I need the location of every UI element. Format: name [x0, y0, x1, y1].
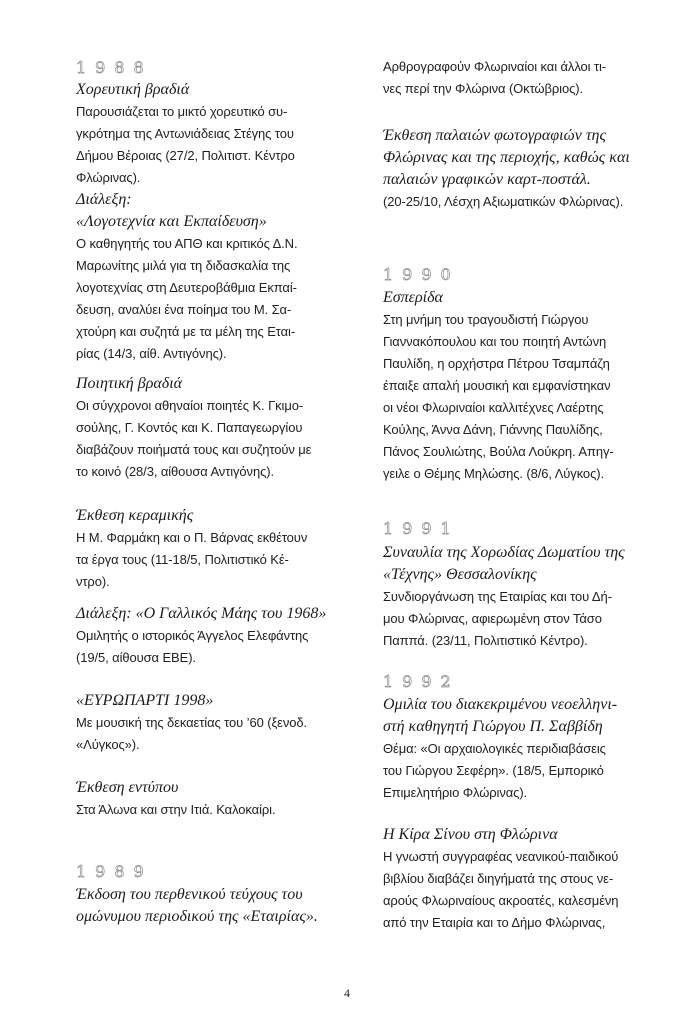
- text-line: «Λύγκος»).: [76, 737, 140, 752]
- entry-title: [76, 79, 359, 101]
- entry-body: [76, 527, 359, 593]
- entry-title: [383, 542, 666, 586]
- entry-ceramics-exhibition: [76, 505, 359, 593]
- entry-memorial-evening: [383, 287, 666, 485]
- text-line: Επιμελητήριο Φλώρινας).: [383, 785, 528, 800]
- text-line: Η Κίρα Σίνου στη Φλώρινα: [383, 826, 558, 843]
- text-line: Έκθεση εντύπου: [76, 779, 179, 796]
- page-number: 4: [344, 986, 350, 1000]
- entry-photo-exhibition: [383, 125, 666, 213]
- entry-body: [76, 233, 359, 365]
- text-line: Αρθρογραφούν Φλωριναίοι και άλλοι τι-: [383, 59, 607, 74]
- text-line: ρίας (14/3, αίθ. Αντιγόνης).: [76, 346, 227, 361]
- entry-body: [76, 799, 359, 821]
- entry-lecture-literature: [76, 189, 359, 365]
- text-line: χτούρη και συζητά με τα μέλη της Εται-: [76, 324, 296, 339]
- text-line: Ομιλητής ο ιστορικός Άγγελος Ελεφάντης: [76, 628, 309, 643]
- text-line: Παρουσιάζεται το μικτό χορευτικό συ-: [76, 104, 288, 119]
- text-line: ντρο).: [76, 574, 110, 589]
- entry-title: [76, 690, 359, 712]
- text-line: Στη μνήμη του τραγουδιστή Γιώργου: [383, 312, 589, 327]
- year-heading-1990: 1990: [383, 265, 460, 284]
- entry-body: [76, 101, 359, 189]
- text-line: Γιαννακόπουλου και του ποιητή Αντώνη: [383, 334, 607, 349]
- text-line: νες περί την Φλώρινα (Οκτώβριος).: [383, 81, 583, 96]
- text-line: Η Μ. Φαρμάκη και ο Π. Βάρνας εκθέτουν: [76, 530, 308, 545]
- text-line: Συναυλία της Χορωδίας Δωματίου της: [383, 544, 625, 561]
- text-line: Η γνωστή συγγραφέας νεανικού-παιδικού: [383, 849, 619, 864]
- text-line: γειλε ο Θέμης Μηλώσης. (8/6, Λύγκος).: [383, 466, 604, 481]
- text-line: Έκθεση κεραμικής: [76, 507, 194, 524]
- entry-body: [383, 191, 666, 213]
- entry-title: [76, 189, 359, 233]
- entry-title: [383, 824, 666, 846]
- entry-body: [383, 846, 666, 934]
- text-line: τα έργα τους (11-18/5, Πολιτιστικό Κέ-: [76, 552, 289, 567]
- text-line: σούλης, Γ. Κοντός και Κ. Παπαγεωργίου: [76, 420, 303, 435]
- text-line: Παππά. (23/11, Πολιτιστικό Κέντρο).: [383, 633, 588, 648]
- text-line: από την Εταιρία και το Δήμο Φλώρινας,: [383, 915, 606, 930]
- text-line: «ΕΥΡΩΠΑΡΤΙ 1998»: [76, 692, 214, 709]
- entry-title: [76, 603, 359, 625]
- entry-title: [76, 777, 359, 799]
- text-line: Παυλίδη, η ορχήστρα Πέτρου Τσαμπάζη: [383, 356, 610, 371]
- text-line: αρούς Φλωριναίους ακροατές, καλεσμένη: [383, 893, 619, 908]
- text-line: Κούλης, Άννα Δάνη, Γιάννης Παυλίδης,: [383, 422, 603, 437]
- text-line: «Λογοτεχνία και Εκπαίδευση»: [76, 213, 267, 230]
- entry-continued-text: [383, 56, 666, 100]
- text-line: Ποιητική βραδιά: [76, 375, 183, 392]
- text-line: παλαιών γραφικών καρτ-ποστάλ.: [383, 171, 591, 188]
- entry-kira-sinou: [383, 824, 666, 934]
- text-line: δευση, αναλύει ένα ποίημα του Μ. Σα-: [76, 302, 292, 317]
- text-line: Οι σύγχρονοι αθηναίοι ποιητές Κ. Γκιμο-: [76, 398, 304, 413]
- text-line: (20-25/10, Λέσχη Αξιωματικών Φλώρινας).: [383, 194, 624, 209]
- entry-title: [76, 884, 359, 928]
- text-line: Έκδοση του περθενικού τεύχους του: [76, 886, 303, 903]
- text-line: οι νέοι Φλωριναίοι καλλιτέχνες Λαέρτης: [383, 400, 604, 415]
- entry-title: [383, 125, 666, 191]
- text-line: Εσπερίδα: [383, 289, 443, 306]
- entry-title: [383, 287, 666, 309]
- text-line: «Τέχνης» Θεσσαλονίκης: [383, 566, 537, 583]
- entry-title: [76, 505, 359, 527]
- text-line: βιβλίου διαβάζει διηγήματά της στους νε-: [383, 871, 614, 886]
- text-line: Ο καθηγητής του ΑΠΘ και κριτικός Δ.Ν.: [76, 236, 298, 251]
- text-line: λογοτεχνίας στη Δευτεροβάθμια Εκπαί-: [76, 280, 297, 295]
- entry-savvidis-lecture: [383, 694, 666, 804]
- text-line: το κοινό (28/3, αίθουσα Αντιγόνης).: [76, 464, 274, 479]
- year-heading-1991: 1991: [383, 519, 460, 538]
- entry-body: [76, 625, 359, 669]
- text-line: Θέμα: «Οι αρχαιολογικές περιδιαβάσεις: [383, 741, 606, 756]
- entry-title: [76, 373, 359, 395]
- text-line: Φλώρινας).: [76, 170, 141, 185]
- year-heading-1989: 1989: [76, 862, 153, 881]
- text-line: διαβάζουν ποιήματά τους και συζητούν με: [76, 442, 312, 457]
- text-line: μου Φλώρινας, αφιερωμένη στον Τάσο: [383, 611, 602, 626]
- text-line: Χορευτική βραδιά: [76, 81, 190, 98]
- entry-poetry-evening: [76, 373, 359, 483]
- entry-body: [383, 309, 666, 485]
- entry-body: [383, 56, 666, 100]
- year-heading-1988: 1988: [76, 58, 153, 77]
- text-line: ομώνυμου περιοδικού της «Εταιρίας».: [76, 908, 318, 925]
- text-line: του Γιώργου Σεφέρη». (18/5, Εμπορικό: [383, 763, 604, 778]
- text-line: γκρότημα της Αντωνιάδειας Στέγης του: [76, 126, 294, 141]
- text-line: έπαιξε απαλή μουσική και εμφανίστηκαν: [383, 378, 611, 393]
- text-line: στή καθηγητή Γιώργου Π. Σαββίδη: [383, 718, 603, 735]
- entry-print-exhibition: [76, 777, 359, 821]
- entry-title: [383, 694, 666, 738]
- year-heading-1992: 1992: [383, 672, 460, 691]
- text-line: Δήμου Βέροιας (27/2, Πολιτιστ. Κέντρο: [76, 148, 295, 163]
- entry-lecture-may68: [76, 603, 359, 669]
- entry-dance-evening: [76, 79, 359, 189]
- text-line: Μαρωνίτης μιλά για τη διδασκαλία της: [76, 258, 291, 273]
- entry-body: [383, 738, 666, 804]
- entry-body: [383, 586, 666, 652]
- text-line: Με μουσική της δεκαετίας του ’60 (ξενοδ.: [76, 715, 308, 730]
- entry-body: [76, 712, 359, 756]
- entry-chamber-choir-concert: [383, 542, 666, 652]
- text-line: Διάλεξη: «Ο Γαλλικός Μάης του 1968»: [76, 605, 327, 622]
- entry-first-issue: [76, 884, 359, 928]
- text-line: (19/5, αίθουσα ΕΒΕ).: [76, 650, 196, 665]
- text-line: Διάλεξη:: [76, 191, 132, 208]
- text-line: Φλώρινας και της περιοχής, καθώς και: [383, 149, 630, 166]
- text-line: Πάνος Σουλιώτης, Βούλα Λούκρη. Απηγ-: [383, 444, 614, 459]
- text-line: Έκθεση παλαιών φωτογραφιών της: [383, 127, 606, 144]
- text-line: Συνδιοργάνωση της Εταιρίας και του Δή-: [383, 589, 612, 604]
- entry-europarty: [76, 690, 359, 756]
- text-line: Ομιλία του διακεκριμένου νεοελληνι-: [383, 696, 618, 713]
- entry-body: [76, 395, 359, 483]
- text-line: Στα Άλωνα και στην Ιτιά. Καλοκαίρι.: [76, 802, 276, 817]
